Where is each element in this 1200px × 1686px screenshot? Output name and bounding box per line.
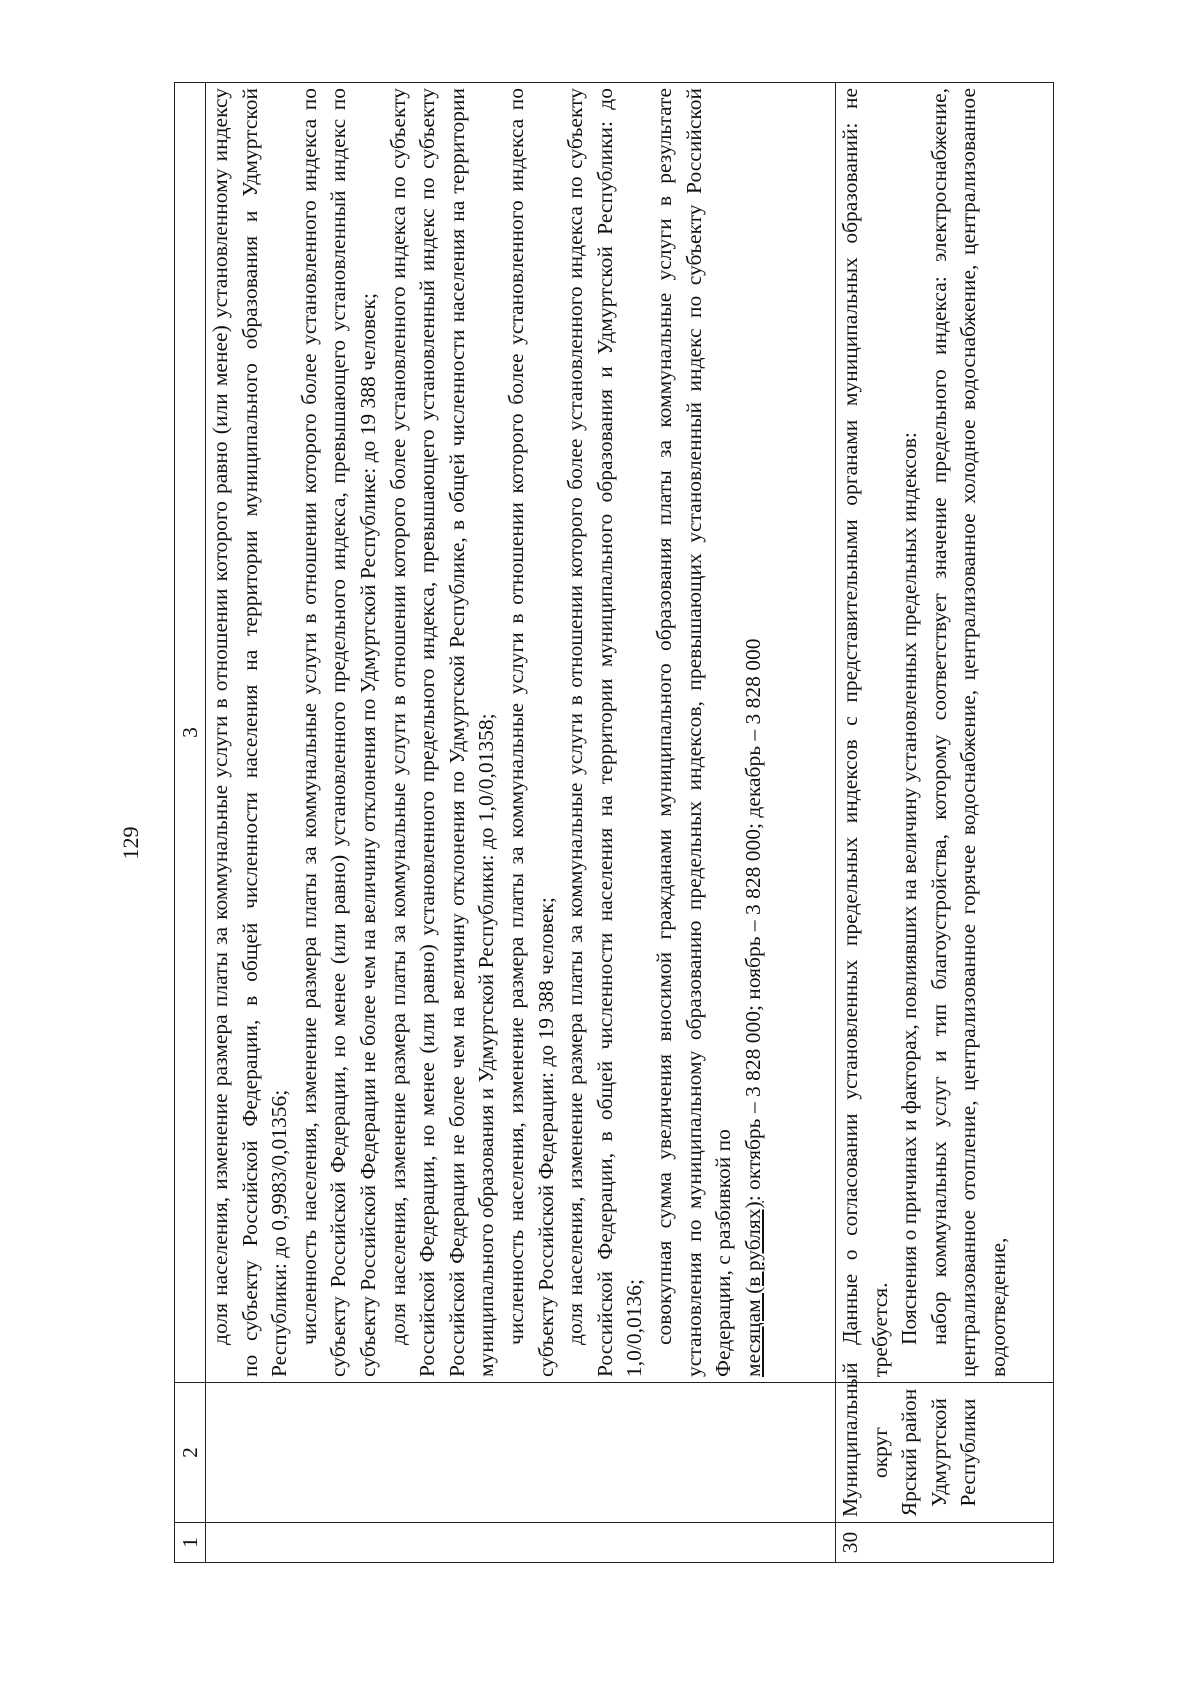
paragraph: доля населения, изменение размера платы за коммунальные услуги в отношении которого более установленного индекса по субъекту Российской Федерации, в общей численности населения на территории муниципального образования и Удмуртской Республики: до 1,0/0,0136; [563,88,647,1377]
municipality-name-line: Муниципальный [838,1362,862,1517]
paragraph-last-line [739,88,769,1377]
underlined-text: месяцам (в рублях) [740,1201,765,1377]
paragraph: набор коммунальных услуг и тип благоустройства, которому соответствует значение предельного индекса: электроснабжение, централизованное отопление, централизованное горячее водоснабжение, централизованное холодное водоснабжение, централизованное водоотведение, [926,88,1010,1377]
municipality-name-line: Республики [956,1398,981,1507]
municipality-name-line: округ [867,1426,892,1479]
description-cell [206,83,836,1383]
paragraph: Данные о согласовании установленных предельных индексов с представительными органами муниципальных образований: не требуется. [838,88,892,1377]
paragraph: доля населения, изменение размера платы за коммунальные услуги в отношении которого равно (или менее) установленному индексу по субъекту Российской Федерации, в общей численности населения на территории муниципального образования и Удмуртской Республики: до 0,9983/0,01356; [208,88,292,1377]
paragraph: Пояснения о причинах и факторах, повлиявших на величину установленных предельных индексов: [897,432,922,1345]
rotated-table-container [174,83,1054,1563]
municipality-cell [836,1362,1054,1523]
municipality-name-line: Удмуртской [926,1398,951,1507]
row-number-cell: 30 [836,1523,1054,1563]
column-header-3: 3 [175,83,206,1383]
row-number-cell [206,1523,836,1563]
paragraph: доля населения, изменение размера платы за коммунальные услуги в отношении которого более установленного индекса по субъекту Российской Федерации, но менее (или равно) установленного предельного индекса, превышающего установленный индекс по субъекту Российской Федерации не более чем на величину отклонения по Удмуртской Республике, в общей численности населения на территории муниципального образования и Удмуртской Республики: до 1,0/0,01358; [385,88,499,1377]
municipality-name-line: Ярский район [897,1388,922,1517]
paragraph: совокупная сумма увеличения вносимой гражданами муниципального образования платы за коммунальные услуги в результате установления по муниципальному образованию предельных индексов, превышающих установленный индекс по субъекту Российской Федерации, с разбивкой по [651,88,736,1377]
month-breakdown-text: : октябрь – 3 828 000; ноябрь – 3 828 000; декабрь – 3 828 000 [740,638,765,1202]
table-header-row [175,83,206,1563]
page-number: 129 [118,826,143,860]
column-header-2: 2 [175,1383,206,1523]
paragraph: численность населения, изменение размера платы за коммунальные услуги в отношении которого более установленного индекса по субъекту Российской Федерации: до 19 388 человек; [503,88,558,1377]
municipality-cell [206,1383,836,1523]
column-header-1: 1 [175,1523,206,1563]
paragraph: численность населения, изменение размера платы за коммунальные услуги в отношении которого более установленного индекса по субъекту Российской Федерации, но менее (или равно) установленного предельного индекса, превышающего установленный индекс по субъекту Российской Федерации не более чем на величину отклонения по Удмуртской Республике: до 19 388 человек; [296,88,380,1377]
description-cell [836,83,1054,1383]
data-table [174,82,1054,1563]
table-row [836,83,1054,1563]
table-row [206,83,836,1563]
